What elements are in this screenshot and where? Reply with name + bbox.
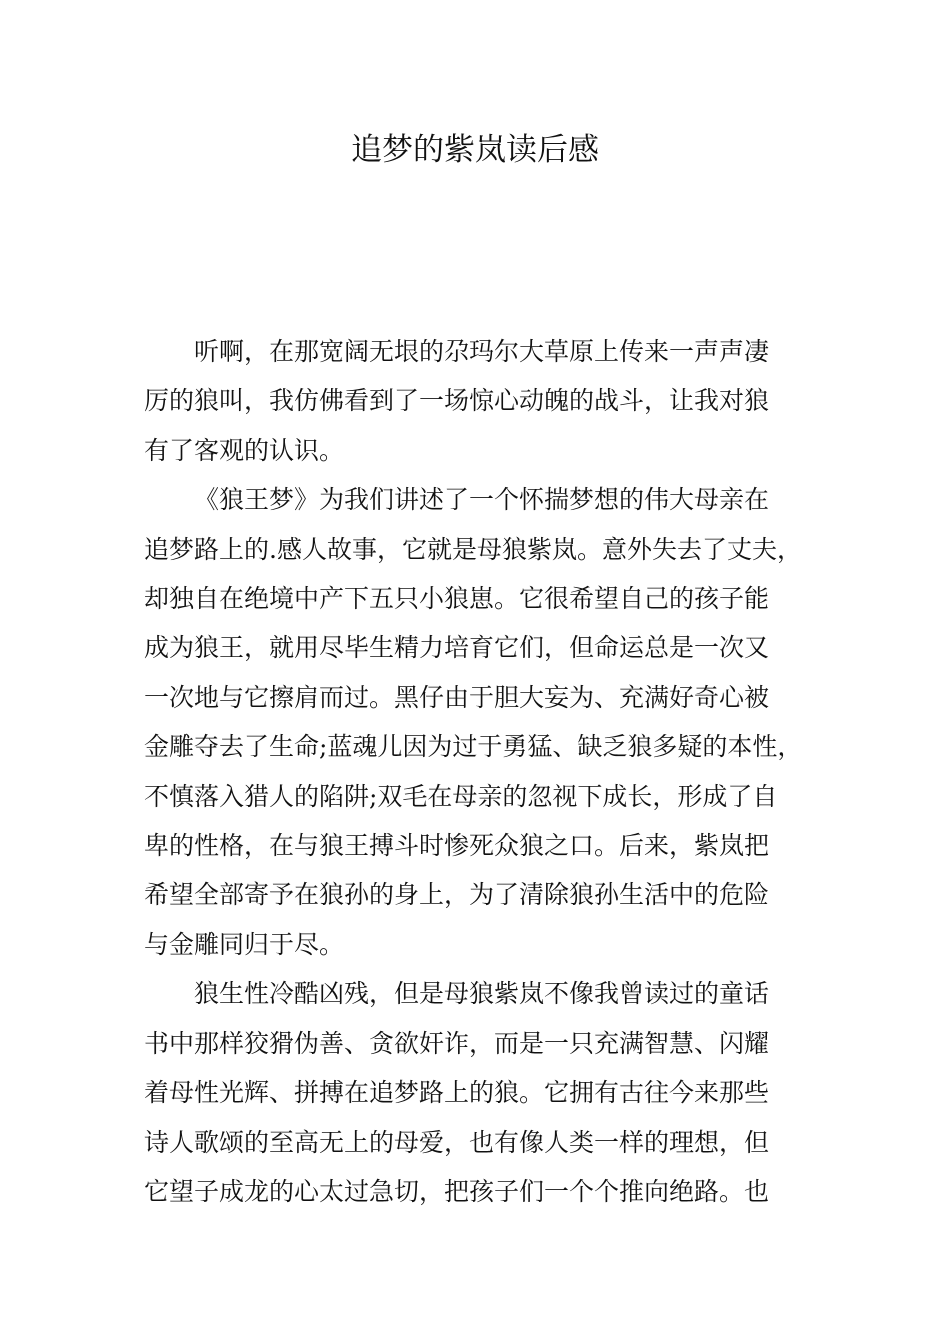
- text-line: 希望全部寄予在狼孙的身上，为了清除狼孙生活中的危险: [144, 880, 770, 910]
- text-line: 《狼王梦》为我们讲述了一个怀揣梦想的伟大母亲在: [194, 485, 770, 515]
- text-line: 有了客观的认识。: [144, 435, 345, 465]
- text-line: 它望子成龙的心太过急切，把孩子们一个个推向绝路。也: [144, 1176, 770, 1206]
- paragraph-1: [144, 327, 812, 475]
- text-line: 书中那样狡猾伪善、贪欲奸诈，而是一只充满智慧、闪耀: [144, 1028, 770, 1058]
- paragraph-2: [144, 475, 812, 969]
- text-line: 却独自在绝境中产下五只小狼崽。它很希望自己的孩子能: [144, 584, 770, 614]
- text-line: 追梦路上的.感人故事，它就是母狼紫岚。意外失去了丈夫，: [144, 534, 802, 564]
- document-body: [144, 327, 812, 1216]
- text-line: 不慎落入猎人的陷阱;双毛在母亲的忽视下成长，形成了自: [144, 781, 778, 811]
- text-line: 成为狼王，就用尽毕生精力培育它们，但命运总是一次又: [144, 633, 770, 663]
- text-line: 厉的狼叫，我仿佛看到了一场惊心动魄的战斗，让我对狼: [144, 386, 770, 416]
- text-line: 狼生性冷酷凶残，但是母狼紫岚不像我曾读过的童话: [194, 979, 770, 1009]
- text-line: 着母性光辉、拼搏在追梦路上的狼。它拥有古往今来那些: [144, 1078, 770, 1108]
- text-line: 金雕夺去了生命;蓝魂儿因为过于勇猛、缺乏狼多疑的本性，: [144, 732, 803, 762]
- document-title: 追梦的紫岚读后感: [351, 132, 599, 168]
- paragraph-3: [144, 969, 812, 1216]
- text-line: 听啊，在那宽阔无垠的尕玛尔大草原上传来一声声凄: [194, 337, 770, 366]
- text-line: 一次地与它擦肩而过。黑仔由于胆大妄为、充满好奇心被: [144, 682, 770, 712]
- text-line: 与金雕同归于尽。: [144, 929, 345, 959]
- text-line: 卑的性格，在与狼王搏斗时惨死众狼之口。后来，紫岚把: [144, 831, 770, 861]
- text-line: 诗人歌颂的至高无上的母爱，也有像人类一样的理想，但: [144, 1127, 770, 1157]
